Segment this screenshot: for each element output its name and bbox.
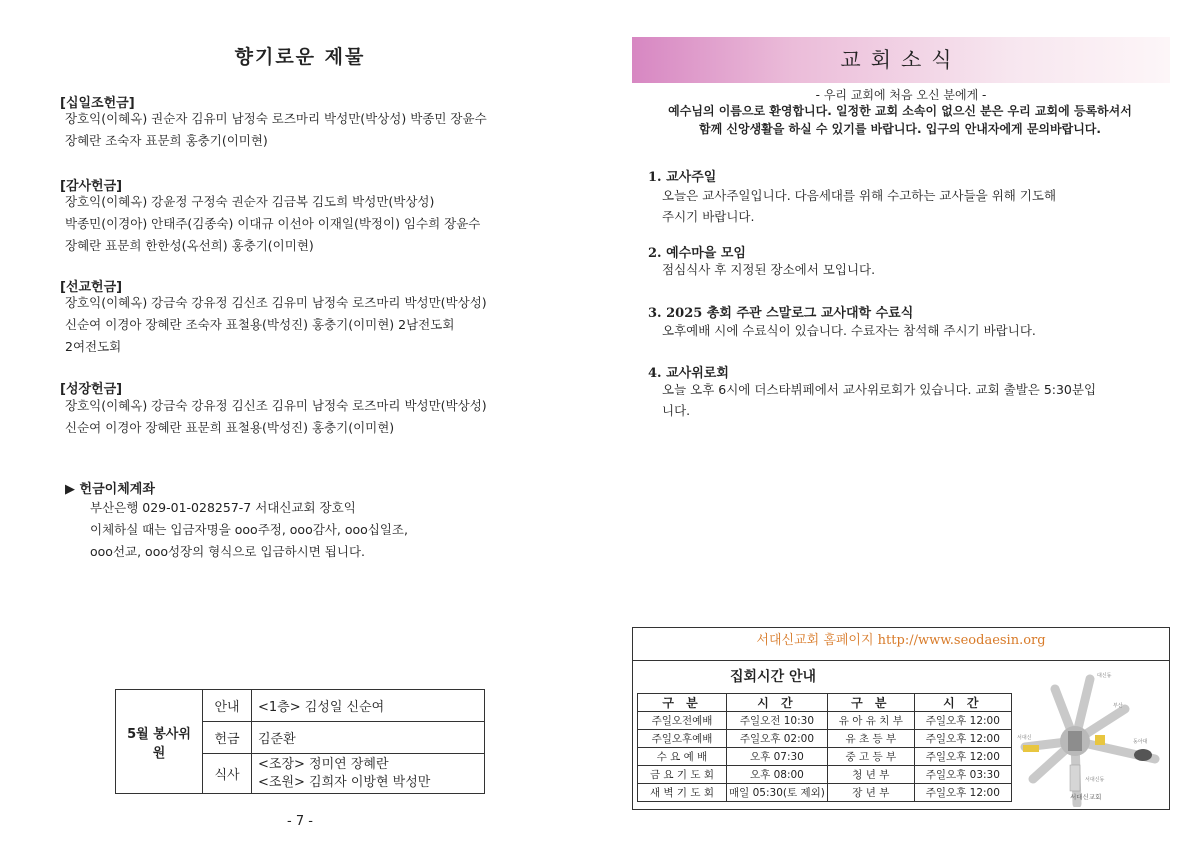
section-title-mission: [선교헌금] xyxy=(60,280,123,295)
role-label: 식사 xyxy=(203,754,252,794)
news-item-body xyxy=(662,185,1167,227)
news-item-line: 오후예배 시에 수료식이 있습니다. 수료자는 참석해 주시기 바랍니다. xyxy=(662,323,1036,338)
news-item-line: 오늘은 교사주일입니다. 다음세대를 위해 수고하는 교사들을 위해 기도해 xyxy=(662,188,1057,203)
col-header: 구 분 xyxy=(827,694,914,712)
donor-line: 박종민(이경아) 안태주(김종숙) 이대규 이선아 이재일(박정이) 임수희 장윤수 xyxy=(65,216,481,231)
welcome-line: 예수님의 이름으로 환영합니다. 일정한 교회 소속이 없으신 분은 우리 교회에 등록하셔서 xyxy=(668,104,1132,118)
section-title-tithe: [십일조헌금] xyxy=(60,96,135,111)
table-row xyxy=(638,784,1012,802)
table-cell: 주일오후 12:00 xyxy=(914,784,1011,802)
section-title-thanks: [감사헌금] xyxy=(60,179,123,194)
col-header: 시 간 xyxy=(727,694,828,712)
svg-text:서대신: 서대신 xyxy=(1017,735,1032,741)
news-item-line: 점심식사 후 지정된 장소에서 모입니다. xyxy=(662,262,876,277)
page-title: 향기로운 제물 xyxy=(234,46,366,68)
role-label: 안내 xyxy=(203,690,252,722)
table-cell: 금 요 기 도 회 xyxy=(638,766,727,784)
donor-line: 신순여 이경아 장혜란 표문희 표철용(박성진) 홍충기(이미현) xyxy=(65,420,395,435)
table-cell: 청 년 부 xyxy=(827,766,914,784)
transfer-info xyxy=(65,478,408,563)
news-item-body xyxy=(662,320,1167,341)
table-cell: 새 벽 기 도 회 xyxy=(638,784,727,802)
table-cell: 오후 08:00 xyxy=(727,766,828,784)
news-item-title: 4. 교사위로회 xyxy=(648,366,729,381)
welcome-text xyxy=(640,102,1160,138)
transfer-title: ▶ 헌금이체계좌 xyxy=(65,482,155,497)
role-label: 헌금 xyxy=(203,722,252,754)
news-item-title: 3. 2025 총회 주관 스말로그 교사대학 수료식 xyxy=(648,306,914,321)
news-item-body xyxy=(662,379,1167,421)
table-cell: 수 요 예 배 xyxy=(638,748,727,766)
table-row xyxy=(638,748,1012,766)
table-cell: 주일오후 03:30 xyxy=(914,766,1011,784)
news-item-body xyxy=(662,259,1167,280)
table-cell: 주일오후 12:00 xyxy=(914,730,1011,748)
news-title: 교회소식 xyxy=(840,48,962,72)
transfer-line: ooo선교, ooo성장의 형식으로 입금하시면 됩니다. xyxy=(90,544,366,559)
table-cell: 매일 05:30(토 제외) xyxy=(727,784,828,802)
table-cell: 장 년 부 xyxy=(827,784,914,802)
news-item-line: 주시기 바랍니다. xyxy=(662,209,755,224)
table-cell: 주일오후 02:00 xyxy=(727,730,828,748)
role-value: <1층> 김성일 신순여 xyxy=(252,690,485,722)
schedule-table xyxy=(637,693,1012,802)
news-item-title: 1. 교사주일 xyxy=(648,170,717,185)
news-item-line: 오늘 오후 6시에 더스타뷔페에서 교사위로회가 있습니다. 교회 출발은 5:30분입 xyxy=(662,382,1097,397)
divider xyxy=(633,660,1169,661)
section-title-growth: [성장헌금] xyxy=(60,382,123,397)
table-cell: 주일오전예배 xyxy=(638,712,727,730)
news-item-title: 2. 예수마을 모임 xyxy=(648,246,746,261)
col-header: 구 분 xyxy=(638,694,727,712)
table-cell: 주일오후 12:00 xyxy=(914,748,1011,766)
svg-text:서대신동: 서대신동 xyxy=(1085,777,1105,783)
servers-table xyxy=(115,689,485,794)
welcome-heading: - 우리 교회에 처음 오신 분에게 - xyxy=(815,88,987,102)
servers-title: 5월 봉사위원 xyxy=(116,690,203,794)
donor-line: 장호익(이혜옥) 권순자 김유미 남정숙 로즈마리 박성만(박상성) 박종민 장윤수 xyxy=(65,111,487,126)
table-cell: 주일오전 10:30 xyxy=(727,712,828,730)
svg-text:부산: 부산 xyxy=(1113,703,1123,709)
role-value-line: <조원> 김희자 이방현 박성만 xyxy=(258,774,431,790)
map-church-label: 서대신교회 xyxy=(1070,793,1102,801)
page-number: - 7 - xyxy=(287,814,313,829)
col-header: 시 간 xyxy=(914,694,1011,712)
table-row xyxy=(638,766,1012,784)
table-cell: 유 아 유 치 부 xyxy=(827,712,914,730)
svg-text:동아대: 동아대 xyxy=(1133,739,1148,745)
news-item-line: 니다. xyxy=(662,403,691,418)
table-row xyxy=(638,730,1012,748)
welcome-line: 함께 신앙생활을 하실 수 있기를 바랍니다. 입구의 안내자에게 문의바랍니다. xyxy=(699,122,1101,136)
donor-line: 장호익(이혜옥) 강금숙 강유정 김신조 김유미 남정숙 로즈마리 박성만(박상성) xyxy=(65,295,487,310)
svg-text:대신동: 대신동 xyxy=(1097,673,1112,679)
church-location-map xyxy=(1015,669,1165,807)
donor-line: 신순여 이경아 장혜란 조숙자 표철용(박성진) 홍충기(이미현) 2남전도회 xyxy=(65,317,455,332)
table-row xyxy=(638,712,1012,730)
transfer-line: 이체하실 때는 입금자명을 ooo주정, ooo감사, ooo십일조, xyxy=(90,522,408,537)
table-cell: 중 고 등 부 xyxy=(827,748,914,766)
homepage-link[interactable]: 서대신교회 홈페이지 http://www.seodaesin.org xyxy=(756,633,1046,648)
role-value: 김준환 xyxy=(252,722,485,754)
role-value xyxy=(252,754,485,794)
donor-line: 장혜란 조숙자 표문희 홍충기(이미현) xyxy=(65,133,268,148)
donor-line: 2여전도회 xyxy=(65,339,122,354)
table-cell: 주일오후예배 xyxy=(638,730,727,748)
donor-line: 장호익(이혜옥) 강윤정 구정숙 권순자 김금복 김도희 박성만(박상성) xyxy=(65,194,435,209)
table-cell: 오후 07:30 xyxy=(727,748,828,766)
donor-line: 장혜란 표문희 한한성(옥선희) 홍충기(이미현) xyxy=(65,238,314,253)
role-value-line: <조장> 정미연 장혜란 xyxy=(258,756,389,772)
transfer-line: 부산은행 029-01-028257-7 서대신교회 장호익 xyxy=(90,500,356,515)
donor-line: 장호익(이혜옥) 강금숙 강유정 김신조 김유미 남정숙 로즈마리 박성만(박상성) xyxy=(65,398,487,413)
table-cell: 주일오후 12:00 xyxy=(914,712,1011,730)
table-cell: 유 초 등 부 xyxy=(827,730,914,748)
meeting-title: 집회시간 안내 xyxy=(730,669,817,685)
